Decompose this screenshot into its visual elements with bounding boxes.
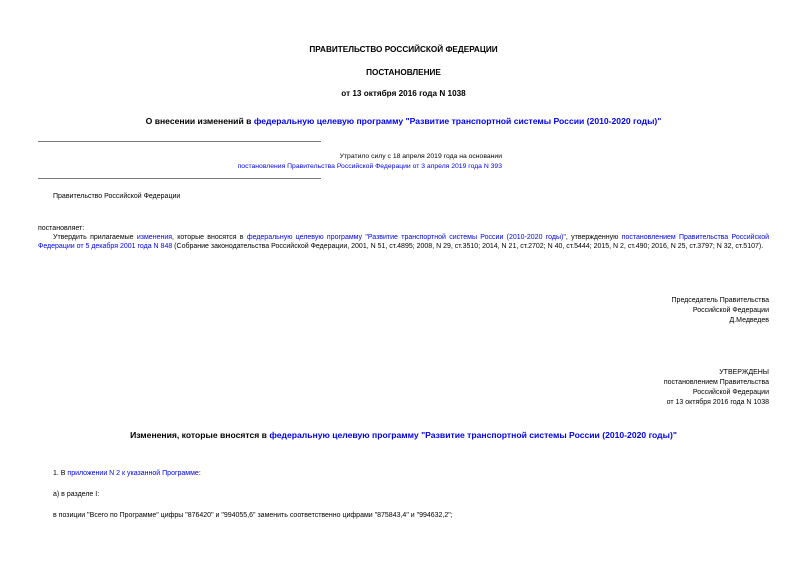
paragraph-text: (Собрание законодательства Российской Федерации, 2001, N 51, ст.4895; 2008, N 29, ст.3510; 2014, N 21, ст.2702; N 40, ст.5444; 2015, N 2, ст.490; 2016, N 25, ст.3797; N 32, ст.5107). [172, 243, 764, 251]
approval-block [500, 368, 769, 409]
approval-line: Российской Федерации [692, 389, 769, 397]
signature-block [500, 296, 769, 326]
status-note [38, 153, 502, 171]
changes-link[interactable]: изменения [136, 234, 173, 241]
changes-title-prefix: Изменения, которые вносятся в [130, 430, 270, 440]
item-1-prefix: 1. В [53, 470, 68, 477]
approval-line: постановлением Правительства [663, 379, 769, 387]
repeal-resolution-link[interactable]: постановления Правительства Российской Федерации от 3 апреля 2019 года N 393 [237, 163, 502, 171]
document-title [0, 116, 807, 126]
changes-program-link[interactable]: федеральную целевую программу "Развитие транспортной системы России (2010-2020 годы)" [269, 430, 677, 440]
signature-name: Д.Медведев [729, 317, 769, 325]
document-title-prefix: О внесении изменений в [145, 116, 254, 126]
document-type: ПОСТАНОВЛЕНИЕ [366, 68, 441, 77]
program-link[interactable]: федеральную целевую программу "Развитие транспортной системы России (2010-2020 годы)" [253, 116, 662, 126]
item-a-text: в позиции "Всего по Программе" цифры "876420" и "994055,6" заменить соответственно цифрами "875843,4" и "994632,2"; [53, 512, 453, 519]
resolves-line: постановляет: [38, 225, 85, 232]
appendix-2-link[interactable]: приложении N 2 к указанной Программе [67, 470, 199, 477]
changes-title [0, 430, 807, 440]
status-note-line: Утратило силу с 18 апреля 2019 года на основании [339, 153, 502, 160]
program-link-inline[interactable]: федеральную целевую программу "Развитие транспортной системы России (2010-2020 годы)" [246, 234, 566, 241]
item-1-suffix: : [198, 470, 201, 477]
resolution-paragraph [38, 233, 769, 252]
divider-bottom [38, 178, 321, 179]
paragraph-text: , которые вносятся в [172, 234, 247, 241]
approval-heading: УТВЕРЖДЕНЫ [719, 369, 769, 376]
divider-top [38, 141, 321, 142]
resolution-848-link[interactable]: постановлением Правительства Российской Федерации от 5 декабря 2001 года N 848 [38, 234, 770, 251]
paragraph-text: , утвержденную [565, 234, 622, 241]
document-date-number: от 13 октября 2016 года N 1038 [341, 89, 466, 98]
paragraph-text: Утвердить прилагаемые [53, 234, 137, 241]
approval-date: от 13 октября 2016 года N 1038 [666, 399, 769, 407]
government-line: Правительство Российской Федерации [53, 193, 181, 200]
signature-position: Председатель Правительства [671, 297, 769, 304]
signature-country: Российской Федерации [692, 307, 769, 315]
government-heading: ПРАВИТЕЛЬСТВО РОССИЙСКОЙ ФЕДЕРАЦИИ [309, 45, 498, 54]
item-1 [53, 469, 201, 478]
item-a: а) в разделе I: [53, 491, 100, 498]
